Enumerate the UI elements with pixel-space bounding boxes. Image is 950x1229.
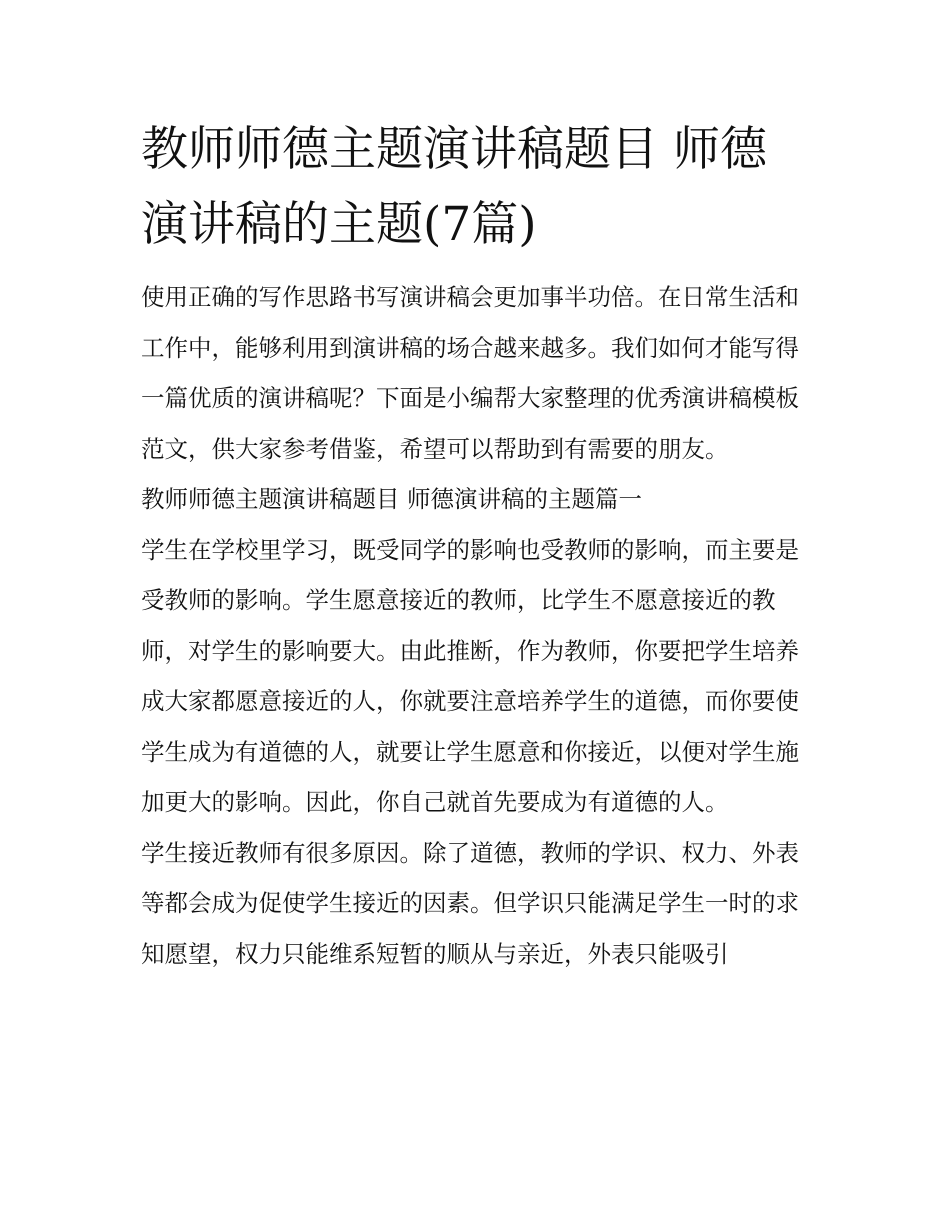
- document-page: [141, 112, 813, 979]
- body-paragraph-2: 学生接近教师有很多原因。除了道德，教师的学识、权力、外表等都会成为促使学生接近的因素。但学识只能满足学生一时的求知愿望，权力只能维系短暂的顺从与亲近，外表只能吸引: [141, 838, 799, 968]
- document-title: 教师师德主题演讲稿题目 师德演讲稿的主题(7篇): [141, 122, 767, 252]
- intro-paragraph: 使用正确的写作思路书写演讲稿会更加事半功倍。在日常生活和工作中，能够利用到演讲稿的场合越来越多。我们如何才能写得一篇优质的演讲稿呢？下面是小编帮大家整理的优秀演讲稿模板范文，供大家参考借鉴，希望可以帮助到有需要的朋友。: [141, 283, 799, 463]
- section-heading: 教师师德主题演讲稿题目 师德演讲稿的主题篇一: [141, 485, 642, 513]
- body-paragraph-1: 学生在学校里学习，既受同学的影响也受教师的影响，而主要是受教师的影响。学生愿意接近的教师，比学生不愿意接近的教师，对学生的影响要大。由此推断，作为教师，你要把学生培养成大家都愿意接近的人，你就要注意培养学生的道德，而你要使学生成为有道德的人，就要让学生愿意和你接近，以便对学生施加更大的影响。因此，你自己就首先要成为有道德的人。: [141, 535, 799, 816]
